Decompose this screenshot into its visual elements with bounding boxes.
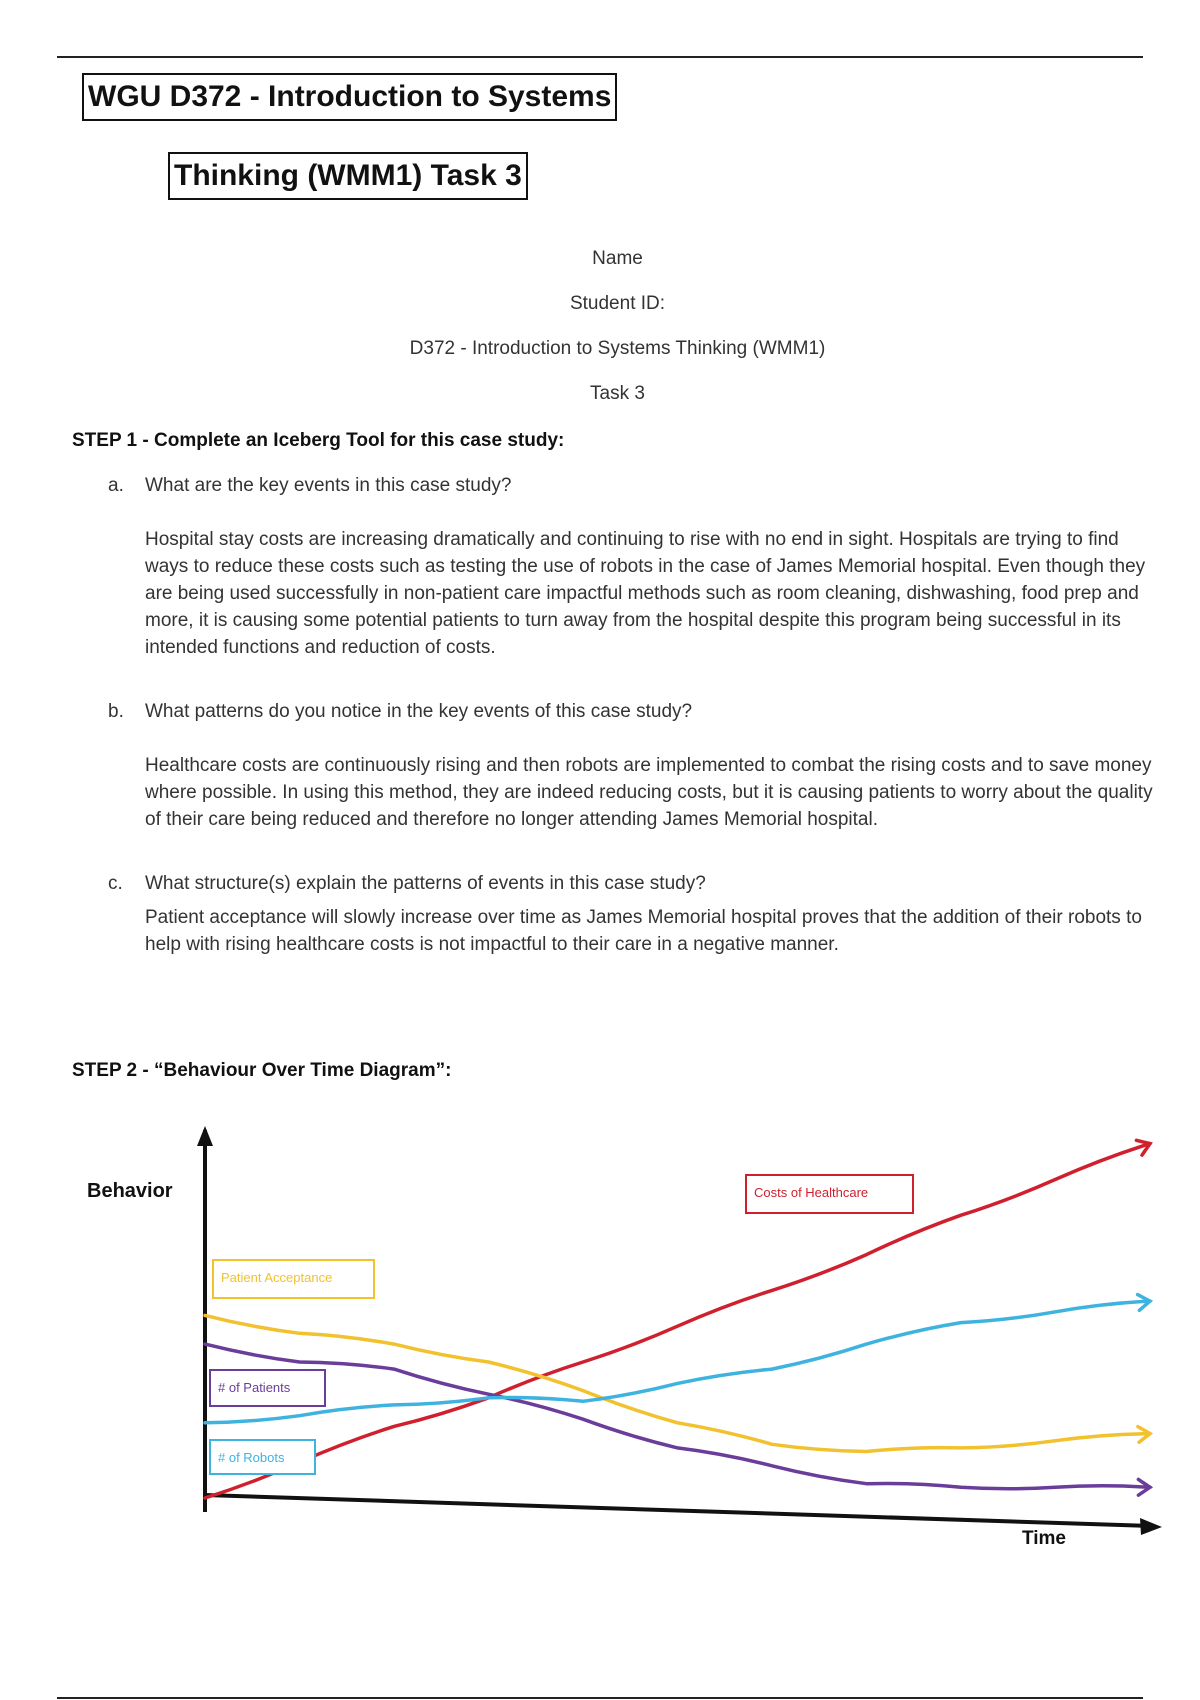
patient-acceptance-label: Patient Acceptance <box>221 1270 333 1285</box>
behaviour-over-time-chart <box>0 1110 1200 1580</box>
task-line: Task 3 <box>590 383 645 404</box>
x-axis-arrow-icon <box>1140 1518 1162 1535</box>
step2-heading: STEP 2 - “Behaviour Over Time Diagram”: <box>72 1060 452 1081</box>
answer-a: Hospital stay costs are increasing dramatically and continuing to rise with no end in sight. Hospitals are trying to find ways to reduce these costs such as testing the use of robots in the case of James Memorial hospital. Even though they are being used successfully in non-patient care impactful methods such as room cleaning, dishwashing, food prep and more, it is causing some potential patients to turn away from the hospital despite this program being successful in its intended functions and reduction of costs. <box>145 529 1146 658</box>
number-of-patients-line <box>205 1344 1150 1489</box>
y-axis-arrow-icon <box>197 1126 213 1146</box>
question-b-text: What patterns do you notice in the key events of this case study? <box>145 701 693 722</box>
student-id-line: Student ID: <box>569 293 666 314</box>
course-line: D372 - Introduction to Systems Thinking (WMM1) <box>409 338 826 359</box>
costs-of-healthcare-label: Costs of Healthcare <box>754 1185 869 1200</box>
question-c-letter: c. <box>108 873 123 894</box>
document-title-line-2: Thinking (WMM1) Task 3 <box>168 152 528 200</box>
number-of-robots-label: # of Robots <box>218 1450 285 1465</box>
document-title-line-1: WGU D372 - Introduction to Systems <box>82 73 617 121</box>
x-axis-label: Time <box>1022 1528 1067 1549</box>
y-axis-label: Behavior <box>87 1180 173 1202</box>
question-a-letter: a. <box>108 475 124 496</box>
number-of-robots-line <box>205 1301 1150 1423</box>
bottom-rule <box>57 1697 1143 1699</box>
x-axis <box>205 1495 1150 1526</box>
answer-c: Patient acceptance will slowly increase over time as James Memorial hospital proves that the addition of their robots to help with rising healthcare costs is not impactful to their care in a negative manner. <box>145 907 1142 955</box>
number-of-patients-label: # of Patients <box>218 1380 291 1395</box>
top-rule <box>57 56 1143 58</box>
name-line: Name <box>592 248 643 269</box>
question-b-letter: b. <box>108 701 124 722</box>
answer-b: Healthcare costs are continuously rising and then robots are implemented to combat the rising costs and to save money where possible. In using this method, they are indeed reducing costs, but it is causing patients to worry about the quality of their care being reduced and therefore no longer attending James Memorial hospital. <box>145 755 1153 830</box>
step1-heading: STEP 1 - Complete an Iceberg Tool for this case study: <box>72 430 565 451</box>
question-a-text: What are the key events in this case study? <box>145 475 512 496</box>
question-c-text: What structure(s) explain the patterns of events in this case study? <box>145 873 706 894</box>
